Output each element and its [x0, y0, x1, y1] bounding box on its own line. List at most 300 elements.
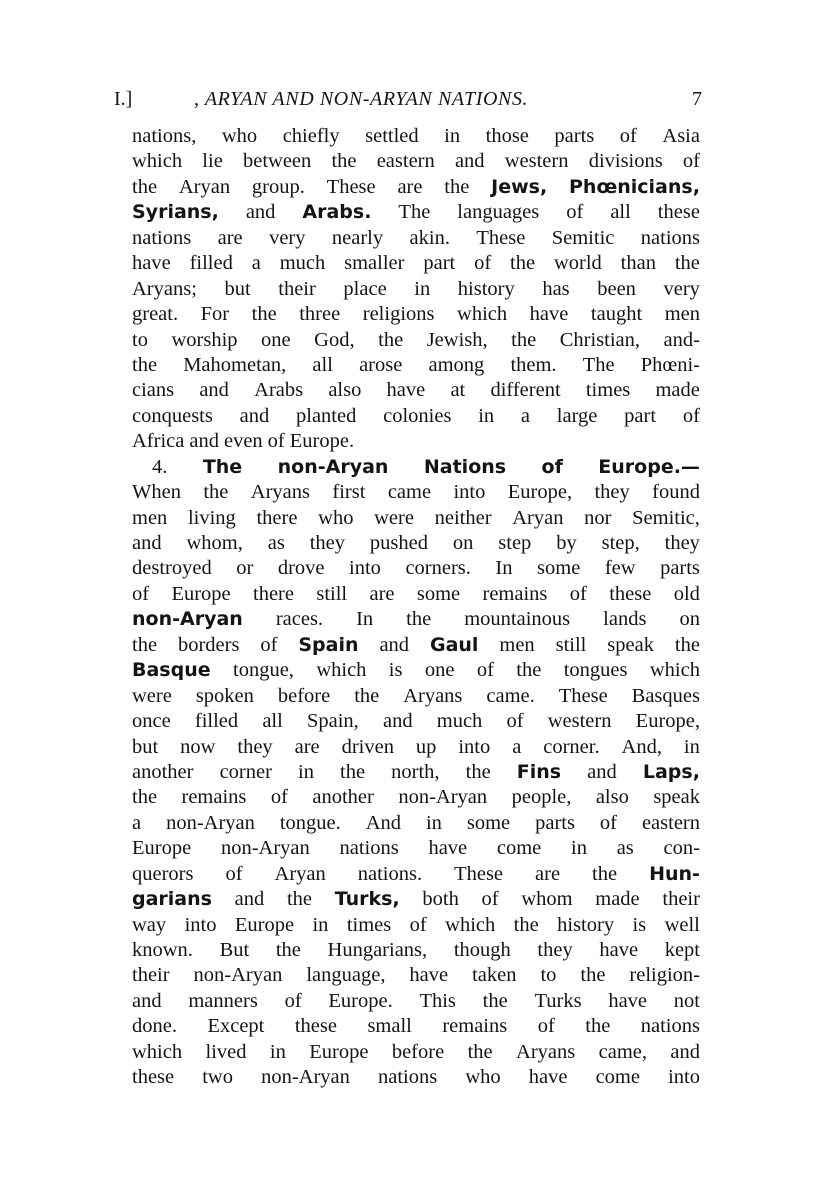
word: Semitic [551, 226, 615, 249]
bold-term: non-Aryan [132, 608, 243, 631]
word: tongue, [233, 659, 294, 682]
word: the [203, 481, 229, 504]
word: these [132, 1066, 175, 1089]
word: parts [660, 557, 700, 580]
word: Europe [234, 913, 295, 936]
word: way [132, 913, 167, 936]
word: on [452, 532, 474, 554]
word: cians [132, 379, 175, 402]
word: have [386, 379, 426, 402]
word: both [422, 888, 459, 911]
word: the [674, 633, 700, 656]
text-line [132, 836, 700, 861]
word: Aryans [516, 1040, 576, 1063]
word: they [537, 939, 573, 961]
word: found [652, 481, 700, 504]
word: are [217, 226, 243, 249]
bold-term: Fins [516, 760, 562, 783]
word: lived [205, 1040, 247, 1063]
word: of [474, 252, 492, 275]
word: the [513, 913, 539, 936]
word: non-Aryan [166, 811, 255, 834]
word: and [199, 379, 229, 402]
word: filled [194, 710, 239, 733]
bold-term: non-Aryan [277, 455, 389, 478]
word: though [453, 939, 511, 961]
word: colonies [383, 404, 452, 427]
word: than [620, 252, 656, 275]
word: to [132, 328, 148, 351]
word: are [397, 175, 423, 198]
text-line [132, 862, 700, 887]
word: one [424, 659, 455, 682]
bold-term: of [541, 455, 563, 478]
body-text [132, 124, 700, 1091]
word: or [236, 557, 254, 580]
word: in [683, 735, 700, 758]
text-line [132, 556, 700, 581]
word: the [674, 252, 700, 275]
word: Jewish, [426, 328, 488, 351]
word: has [542, 277, 570, 300]
word: the [510, 252, 536, 275]
word: of [260, 633, 278, 656]
word: Basques [631, 684, 700, 707]
word: times [585, 379, 631, 402]
word: among [428, 353, 485, 376]
word: known. [132, 939, 193, 961]
word: nor [584, 506, 612, 529]
bold-term: The [202, 455, 243, 478]
word: lie [202, 150, 223, 173]
text-line [132, 175, 700, 200]
word: races. [275, 608, 324, 631]
word: settled [365, 125, 419, 147]
word: three [299, 303, 341, 326]
text-line [132, 124, 700, 149]
word: God, [314, 328, 355, 351]
word: divisions [588, 150, 663, 173]
word: they [594, 481, 630, 504]
word: were [374, 506, 414, 529]
word: also [328, 379, 362, 402]
word: the [465, 760, 491, 783]
word: the [585, 1015, 611, 1038]
word: have [608, 989, 648, 1012]
word: they [664, 532, 700, 554]
word: These [558, 684, 608, 707]
bold-term: Basque [132, 659, 211, 682]
word: Aryans [403, 684, 463, 707]
word: have [409, 964, 449, 987]
word: Phœni- [640, 353, 700, 376]
text-line [132, 735, 700, 760]
bold-term: Laps, [642, 760, 700, 783]
word: the [286, 888, 313, 911]
word: These [454, 862, 504, 885]
word: also [595, 786, 629, 809]
word: who [221, 125, 258, 147]
word: were [132, 684, 172, 707]
word: Aryans; [132, 277, 197, 300]
word: the [132, 633, 158, 656]
bold-term: Spain [298, 633, 359, 656]
word: come [496, 837, 542, 860]
bold-term: garians [132, 888, 212, 911]
word: men [664, 303, 700, 326]
running-title: , ARYAN AND NON-ARYAN NATIONS. [194, 88, 529, 110]
word: corners. [405, 557, 471, 580]
text-line [132, 1014, 700, 1039]
text-line [132, 1040, 700, 1065]
word: in [312, 913, 329, 936]
word: For [200, 303, 230, 326]
word: have [528, 1066, 568, 1089]
word: a [512, 735, 522, 758]
word: history [457, 277, 515, 300]
word: once [132, 710, 171, 733]
word: This [419, 989, 456, 1012]
word: even [223, 430, 263, 453]
text-line [132, 582, 700, 607]
text-line [132, 506, 700, 531]
text-line [132, 226, 700, 251]
word: still [316, 582, 348, 605]
word: the [511, 328, 537, 351]
bold-term: Nations [423, 455, 507, 478]
word: the [467, 1040, 493, 1063]
word: great. [132, 303, 179, 326]
word: whom, [186, 532, 243, 554]
text-line [132, 760, 700, 785]
word: These [476, 226, 526, 249]
word: have [529, 303, 569, 326]
word: tongue. [279, 811, 341, 834]
word: and [670, 1040, 700, 1063]
word: When [132, 481, 181, 504]
word: their [278, 277, 316, 300]
word: Turks [534, 989, 582, 1012]
word: Except [207, 1015, 265, 1038]
bold-term: Arabs. [302, 201, 372, 224]
word: in [298, 760, 314, 783]
word: now [180, 735, 216, 758]
word: and [454, 150, 485, 173]
word: much [279, 252, 326, 275]
word: them. [510, 353, 557, 376]
word: western [547, 710, 612, 733]
word: made [595, 888, 640, 911]
word: parts [535, 811, 575, 834]
word: come [595, 1066, 640, 1089]
word: and [587, 760, 617, 783]
text-line [132, 913, 700, 938]
word: And [365, 811, 402, 834]
word: before [391, 1040, 445, 1063]
word: of [481, 888, 499, 911]
word: the [378, 328, 404, 351]
word: in [425, 811, 442, 834]
word: into [458, 735, 491, 758]
word: these [609, 582, 652, 605]
word: a [251, 252, 261, 275]
word: Europe, [635, 710, 700, 733]
word: but [132, 735, 159, 758]
word: to [540, 964, 557, 987]
word: have [599, 939, 639, 961]
word: tongues [563, 659, 628, 682]
text-line [132, 531, 700, 556]
word: another [132, 760, 194, 783]
text-line [132, 811, 700, 836]
word: into [453, 481, 486, 504]
word: And, [621, 735, 662, 758]
word: taken [472, 964, 517, 987]
word: their [132, 964, 170, 987]
word: the [482, 989, 508, 1012]
word: they [237, 735, 273, 758]
word: few [604, 557, 636, 580]
text-line [132, 277, 700, 302]
word: another [312, 786, 374, 809]
word: of [682, 404, 700, 427]
text-line [132, 480, 700, 505]
word: by [556, 532, 577, 554]
word: done. [132, 1015, 177, 1038]
word: are [535, 862, 561, 885]
word: of [476, 659, 494, 682]
word: have [428, 837, 468, 860]
word: Aryan [274, 862, 326, 885]
word: pushed [369, 532, 428, 554]
word: the [275, 939, 301, 961]
text-line [132, 302, 700, 327]
text-line [132, 149, 700, 174]
word: of [537, 1015, 555, 1038]
word: driven [341, 735, 394, 758]
word: and [132, 532, 162, 554]
text-line [132, 709, 700, 734]
text-line [132, 455, 700, 480]
word: part [423, 252, 456, 275]
word: parts [554, 125, 595, 147]
text-line [132, 200, 700, 225]
word: well [664, 913, 700, 936]
text-line [132, 328, 700, 353]
text-line [132, 378, 700, 403]
word: non-Aryan [193, 964, 283, 987]
word: and [245, 201, 276, 224]
word: Aryans [250, 481, 310, 504]
word: and [239, 404, 270, 427]
word: place [343, 277, 387, 300]
word: and [379, 633, 410, 656]
word: and- [663, 328, 700, 351]
word: group. [251, 175, 305, 198]
word: people, [511, 786, 572, 809]
word: step, [601, 532, 640, 554]
bold-term: Hun- [649, 862, 700, 885]
word: chiefly [282, 125, 340, 147]
word: men [132, 506, 168, 529]
word: of [132, 582, 150, 605]
word: they [309, 532, 346, 554]
word: a [132, 811, 142, 834]
word: speak [653, 786, 700, 809]
word: and [189, 430, 219, 453]
word: of [599, 811, 617, 834]
word: of [284, 989, 302, 1012]
word: in [414, 277, 431, 300]
word: language, [306, 964, 386, 987]
word: corner. [543, 735, 600, 758]
word: the [132, 786, 158, 809]
word: there [253, 582, 294, 605]
word: nations. [357, 862, 423, 885]
word: Asia [662, 125, 700, 147]
word: which [316, 659, 367, 682]
word: one [261, 328, 291, 351]
word: nations [132, 226, 192, 249]
word: filled [189, 252, 233, 275]
word: large [556, 404, 598, 427]
word: of [225, 862, 243, 885]
word: the [592, 862, 618, 885]
word: the [580, 964, 606, 987]
word: is [632, 913, 647, 936]
word: the [340, 760, 366, 783]
word: religions [362, 303, 435, 326]
word: which [457, 303, 508, 326]
word: on [679, 608, 700, 631]
word: the [132, 353, 158, 376]
word: smaller [344, 252, 405, 275]
word: made [655, 379, 700, 402]
word: still [555, 633, 587, 656]
word: the [132, 175, 158, 198]
word: into [349, 557, 381, 580]
word: corner [219, 760, 272, 783]
word: nearly [331, 226, 384, 249]
word: have [132, 252, 171, 275]
word: is [388, 659, 403, 682]
word: manners [188, 989, 258, 1012]
bold-term: Jews, [491, 175, 548, 198]
running-head [112, 84, 712, 114]
word: non-Aryan [261, 1066, 350, 1089]
word: con- [663, 837, 700, 860]
word: their [662, 888, 700, 911]
word: all [312, 353, 333, 376]
word: world [553, 252, 602, 275]
word: remains [181, 786, 247, 809]
word: Africa [132, 430, 185, 453]
text-line [132, 404, 700, 429]
word: Hungarians, [327, 939, 428, 961]
word: are [294, 735, 320, 758]
bold-term: Gaul [429, 633, 479, 656]
word: nations [378, 1066, 438, 1089]
word: which [445, 913, 496, 936]
word: western [504, 150, 569, 173]
text-line [132, 658, 700, 683]
word: which [132, 150, 183, 173]
word: Aryan [178, 175, 231, 198]
word: are [369, 582, 395, 605]
word: Christian, [559, 328, 640, 351]
word: lands [603, 608, 647, 631]
word: a [520, 404, 531, 427]
word: before [277, 684, 331, 707]
word: The [398, 201, 431, 224]
word: times [346, 913, 392, 936]
word: worship [171, 328, 238, 351]
text-line [132, 1065, 700, 1090]
word: Europe. [289, 430, 355, 453]
word: arose [359, 353, 403, 376]
word: Europe, [507, 481, 573, 504]
word: But [219, 939, 250, 961]
word: first [332, 481, 366, 504]
word: step [498, 532, 532, 554]
word: of [506, 710, 524, 733]
word: whom [521, 888, 573, 911]
word: Mahometan, [183, 353, 287, 376]
word: not [673, 989, 700, 1012]
word: nations [640, 226, 700, 249]
word: as [267, 532, 285, 554]
word: of [409, 913, 427, 936]
word: borders [177, 633, 240, 656]
word: the [331, 150, 357, 173]
word: came. [486, 684, 535, 707]
word: in [571, 837, 587, 860]
word: up [415, 735, 437, 758]
word: languages [457, 201, 540, 224]
text-line [132, 251, 700, 276]
word: destroyed [132, 557, 212, 580]
word: but [224, 277, 251, 300]
text-line [132, 963, 700, 988]
text-line [132, 633, 700, 658]
word: Europe [171, 582, 231, 605]
word: part [624, 404, 657, 427]
word: of [569, 582, 587, 605]
word: north, [391, 760, 440, 783]
word: the [516, 659, 542, 682]
word: some [466, 811, 511, 834]
word: between [242, 150, 312, 173]
text-line [132, 887, 700, 912]
text-line [132, 429, 700, 454]
text-line [132, 684, 700, 709]
word: some [537, 557, 581, 580]
word: the [444, 175, 470, 198]
word: two [202, 1066, 233, 1089]
word: drove [277, 557, 325, 580]
word: all [262, 710, 283, 733]
word: of [270, 786, 288, 809]
bold-term: Phœnicians, [569, 175, 700, 198]
word: Europe [309, 1040, 369, 1063]
word: eastern [376, 150, 435, 173]
word: in [269, 1040, 286, 1063]
word: of [267, 430, 285, 453]
word: the [406, 608, 432, 631]
word: men [499, 633, 535, 656]
word: old [673, 582, 700, 605]
word: Arabs [254, 379, 304, 402]
